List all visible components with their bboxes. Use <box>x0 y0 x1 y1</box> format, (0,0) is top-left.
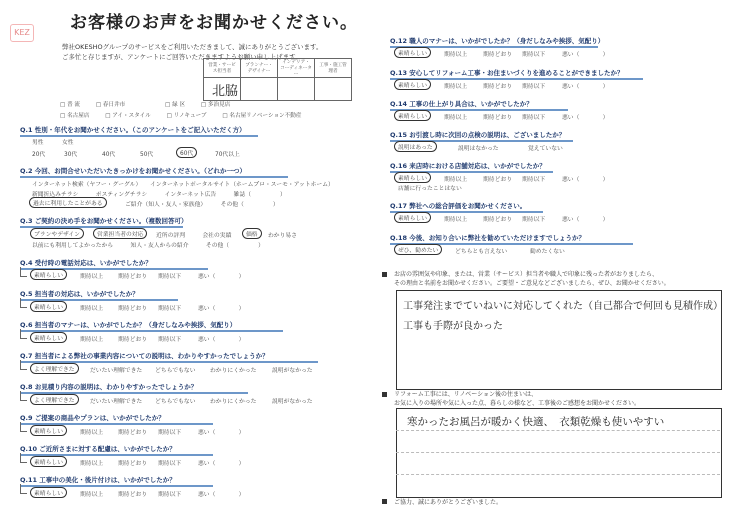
q17-answer-expected[interactable]: 期待どおり <box>483 217 512 223</box>
answer-bracket <box>20 484 27 494</box>
q12-answer-above[interactable]: 期待以上 <box>444 52 468 58</box>
q18-answer-not-recommend[interactable]: 勧めたくない <box>530 249 565 255</box>
section1-prompt-line1: お店の雰囲気や印象、または、営業（サービス）担当者や職人で印象に残った者がおりましたら、 <box>394 271 659 278</box>
q18-label: Q.18 今後、お知り合いに弊社を勧めていただけますでしょうか？ <box>390 233 633 245</box>
area-option[interactable]: □ アイ・スタイル <box>105 113 151 119</box>
q4-answer-excellent-selected[interactable]: 素晴らしい <box>30 269 67 280</box>
q12-answer-below[interactable]: 期待以下 <box>522 52 546 58</box>
answer-bracket <box>20 422 27 432</box>
q1-age-50s[interactable]: 50代 <box>140 152 154 158</box>
q8-answer-fully-selected[interactable]: よく理解できた <box>30 394 79 405</box>
q16-answer-below[interactable]: 期待以下 <box>522 177 546 183</box>
q10-label: Q.10 ご近所さまに対する配慮は、いかがでしたか？ <box>20 444 213 456</box>
area-option[interactable]: □ リノキューブ <box>166 113 207 119</box>
q15-answer-no[interactable]: 説明はなかった <box>458 146 499 152</box>
answer-bracket <box>20 298 27 308</box>
q9-answer-bad[interactable]: 悪い（ ） <box>198 430 245 436</box>
q5-answer-expected[interactable]: 期待どおり <box>118 306 147 312</box>
q2-options-row2[interactable]: 新聞折込みチラシ ポスティングチラシ インターネット広告 雑誌（ ） <box>32 192 286 198</box>
q7-answer-fully-selected[interactable]: よく理解できた <box>30 363 79 374</box>
q17-answer-above[interactable]: 期待以上 <box>444 217 468 223</box>
section1-answer-box[interactable] <box>396 290 722 390</box>
q13-answer-excellent-selected[interactable]: 素晴らしい <box>394 79 431 90</box>
q15-label: Q.15 お引渡し時に次回の点検の説明は、ございましたか？ <box>390 130 573 142</box>
section2-answer-line1: 寒かったお風呂が暖かく快適、 衣類乾燥も使いやすい <box>407 416 665 428</box>
q7-answer-none[interactable]: 説明がなかった <box>272 368 313 374</box>
q8-answer-none[interactable]: 説明がなかった <box>272 399 313 405</box>
section2-prompt-line1: リフォーム工事には、リノベーション後の住まいは、 <box>394 391 537 398</box>
intro-line-1: 弊社OKESHOグループのサービスをご利用いただきまして、誠にありがとうございます。 <box>62 43 323 51</box>
q18-answer-neutral[interactable]: どちらとも言えない <box>455 249 508 255</box>
company-stamp: KEZ <box>10 24 34 42</box>
q16-label: Q.16 来店時における店舗対応は、いかがでしたか？ <box>390 161 553 173</box>
answer-bracket <box>20 453 27 463</box>
answer-bracket <box>20 360 27 370</box>
q11-answer-excellent-selected[interactable]: 素晴らしい <box>30 487 67 498</box>
q17-answer-excellent-selected[interactable]: 素晴らしい <box>394 212 431 223</box>
staff-header-construction: 工事・施工管理者 <box>315 59 352 78</box>
q2-label: Q.2 今回、お問合せいただいたきっかけをお聞かせください。（どれか一つ） <box>20 166 288 178</box>
q5-answer-above[interactable]: 期待以上 <box>80 306 104 312</box>
answer-bracket <box>20 391 27 401</box>
staff-header-sales: 営業・サービス担当者 <box>204 59 241 78</box>
answer-rule-line <box>396 474 720 475</box>
section2-prompt-line2: お気に入りの場所や気に入った点、暮らしの様など、工事後のご感想をお聞かせください。 <box>394 400 641 407</box>
q3-option-plan-selected[interactable]: プランやデザイン <box>30 228 84 239</box>
q17-answer-bad[interactable]: 悪い（ ） <box>562 217 609 223</box>
answer-bracket <box>20 267 27 277</box>
intro-line-2: ご多忙と存じますが、アンケートにご回答いただきますようお願い申し上げます。 <box>62 53 302 61</box>
staff-name-handwritten: 北脇 <box>212 84 239 99</box>
q14-answer-bad[interactable]: 悪い（ ） <box>562 115 609 121</box>
q11-answer-below[interactable]: 期待以下 <box>158 492 182 498</box>
q11-answer-expected[interactable]: 期待どおり <box>118 492 147 498</box>
q11-answer-above[interactable]: 期待以上 <box>80 492 104 498</box>
q5-answer-excellent-selected[interactable]: 素晴らしい <box>30 301 67 312</box>
area-option[interactable]: □ 緑 区 <box>165 102 186 108</box>
q2-option-repeat-selected[interactable]: 過去に利用したことがある <box>29 197 107 208</box>
q3-options-row2[interactable]: 以前にも利用してよかったから 知人・友人からの紹介 その他（ ） <box>32 243 264 249</box>
q9-answer-below[interactable]: 期待以下 <box>158 430 182 436</box>
q4-answer-bad[interactable]: 悪い（ ） <box>198 274 245 280</box>
q7-answer-neutral[interactable]: どちらでもない <box>155 368 196 374</box>
q14-answer-below[interactable]: 期待以下 <box>522 115 546 121</box>
section2-answer-box[interactable] <box>396 408 722 498</box>
area-option[interactable]: □ 名古屋店 <box>60 113 90 119</box>
q12-answer-expected[interactable]: 期待どおり <box>483 52 512 58</box>
q3-option-reputation[interactable]: 近所の評判 会社の実績 <box>156 233 232 239</box>
area-option[interactable]: □ 春日井市 <box>95 102 126 108</box>
q13-answer-below[interactable]: 期待以下 <box>522 84 546 90</box>
q2-options-row3[interactable]: ご紹介（知人・友人・家族他） その他（ ） <box>125 202 279 208</box>
q10-answer-below[interactable]: 期待以下 <box>158 461 182 467</box>
section-bullet <box>382 392 387 397</box>
q4-answer-expected[interactable]: 期待どおり <box>118 274 147 280</box>
q3-label: Q.3 ご契約の決め手をお聞かせください。（複数回答可） <box>20 216 183 228</box>
q11-answer-bad[interactable]: 悪い（ ） <box>198 492 245 498</box>
section1-answer-line1: 工事発注までていねいに対応してくれた（自己都合で何回も見積作成） <box>403 301 723 312</box>
q1-age-40s[interactable]: 40代 <box>102 152 116 158</box>
q14-answer-above[interactable]: 期待以上 <box>444 115 468 121</box>
q1-gender-female[interactable]: 女性 <box>62 140 74 146</box>
q6-answer-excellent-selected[interactable]: 素晴らしい <box>30 332 67 343</box>
q13-answer-bad[interactable]: 悪い（ ） <box>562 84 609 90</box>
q1-age-70s[interactable]: 70代以上 <box>215 152 240 158</box>
q10-answer-bad[interactable]: 悪い（ ） <box>198 461 245 467</box>
q13-answer-above[interactable]: 期待以上 <box>444 84 468 90</box>
q10-answer-excellent-selected[interactable]: 素晴らしい <box>30 456 67 467</box>
section1-answer-line2: 工事も手際が良かった <box>403 321 503 332</box>
area-option[interactable]: □ 多治見店 <box>200 102 231 108</box>
q6-answer-bad[interactable]: 悪い（ ） <box>198 337 245 343</box>
q17-answer-below[interactable]: 期待以下 <box>522 217 546 223</box>
q6-label: Q.6 担当者のマナーは、いかがでしたか？（身だしなみや挨拶、気配り） <box>20 320 283 332</box>
q13-answer-expected[interactable]: 期待どおり <box>483 84 512 90</box>
q1-label: Q.1 性別・年代をお聞かせください。（このアンケートをご記入いただく方） <box>20 125 258 137</box>
q8-answer-neutral[interactable]: どちらでもない <box>155 399 196 405</box>
q6-answer-above[interactable]: 期待以上 <box>80 337 104 343</box>
thanks-note: ご協力、誠にありがとうございました。 <box>394 499 503 506</box>
q6-answer-below[interactable]: 期待以下 <box>158 337 182 343</box>
q9-answer-expected[interactable]: 期待どおり <box>118 430 147 436</box>
q12-answer-excellent-selected[interactable]: 素晴らしい <box>394 47 431 58</box>
answer-rule-line <box>396 452 720 453</box>
q16-answer-excellent-selected[interactable]: 素晴らしい <box>394 172 431 183</box>
q7-answer-mostly[interactable]: だいたい理解できた <box>90 368 143 374</box>
service-areas <box>60 100 315 119</box>
q12-answer-bad[interactable]: 悪い（ ） <box>562 52 609 58</box>
q17-label: Q.17 弊社への総合評価をお聞かせください。 <box>390 201 543 213</box>
q5-label: Q.5 担当者の対応は、いかがでしたか？ <box>20 289 178 301</box>
q9-answer-excellent-selected[interactable]: 素晴らしい <box>30 425 67 436</box>
q15-answer-unknown[interactable]: 覚えていない <box>528 146 563 152</box>
q16-answer-never-visited[interactable]: 店舗に行ったことはない <box>398 186 462 192</box>
q4-answer-above[interactable]: 期待以上 <box>80 274 104 280</box>
q3-option-sales-selected[interactable]: 営業担当者の対応 <box>93 228 147 239</box>
q4-label: Q.4 受付時の電話対応は、いかがでしたか？ <box>20 258 208 270</box>
q11-label: Q.11 工事中の美化・後片付けは、いかがでしたか？ <box>20 475 213 487</box>
q3-option-clarity[interactable]: わかり易さ <box>268 233 297 239</box>
q8-answer-unclear[interactable]: わかりにくかった <box>210 399 257 405</box>
q13-label: Q.13 安心してリフォーム工事・お住まいづくりを進めることができましたか？ <box>390 68 643 80</box>
q4-answer-below[interactable]: 期待以下 <box>158 274 182 280</box>
q9-label: Q.9 ご提案の商品やプランは、いかがでしたか？ <box>20 413 213 425</box>
q10-answer-expected[interactable]: 期待どおり <box>118 461 147 467</box>
q14-label: Q.14 工事の仕上がり具合は、いかがでしたか？ <box>390 99 568 111</box>
q10-answer-above[interactable]: 期待以上 <box>80 461 104 467</box>
q5-answer-bad[interactable]: 悪い（ ） <box>198 306 245 312</box>
q15-answer-yes-selected[interactable]: 説明はあった <box>394 141 437 152</box>
q7-label: Q.7 担当者による弊社の事業内容についての説明は、わかりやすかったでしょうか？ <box>20 351 318 363</box>
section-bullet <box>382 272 387 277</box>
q12-label: Q.12 職人のマナーは、いかがでしたか？（身だしなみや挨拶、気配り） <box>390 36 598 48</box>
area-option[interactable]: □ 名古屋リノベーション不動産 <box>222 113 302 119</box>
q8-label: Q.8 お見積り内容の説明は、わかりやすかったでしょうか？ <box>20 382 248 394</box>
q18-answer-recommend-selected[interactable]: ぜひ、勧めたい <box>394 244 442 255</box>
q1-gender-male[interactable]: 男性 <box>32 140 44 146</box>
staff-header-interior: インテリア・コーディネーター <box>278 59 315 78</box>
staff-header-planner: プランナー・デザイナー <box>241 59 278 78</box>
q16-answer-expected[interactable]: 期待どおり <box>483 177 512 183</box>
q16-answer-above[interactable]: 期待以上 <box>444 177 468 183</box>
q1-age-30s[interactable]: 30代 <box>64 152 78 158</box>
q14-answer-expected[interactable]: 期待どおり <box>483 115 512 121</box>
q9-answer-above[interactable]: 期待以上 <box>80 430 104 436</box>
q1-age-60s-selected[interactable]: 60代 <box>176 147 197 158</box>
q5-answer-below[interactable]: 期待以下 <box>158 306 182 312</box>
section1-prompt-line2: その理由と名前をお聞かせください。ご要望・ご意見などございましたら、ぜひ、お聞かせください。 <box>394 280 670 287</box>
q8-answer-mostly[interactable]: だいたい理解できた <box>90 399 143 405</box>
q6-answer-expected[interactable]: 期待どおり <box>118 337 147 343</box>
answer-bracket <box>20 329 27 339</box>
q7-answer-unclear[interactable]: わかりにくかった <box>210 368 257 374</box>
page-title: お客様のお声をお聞かせください。 <box>70 13 358 33</box>
section-bullet <box>382 499 387 504</box>
q16-answer-bad[interactable]: 悪い（ ） <box>562 177 609 183</box>
q2-options-row1[interactable]: インターネット検索（ヤフー・グーグル） インターネットポータルサイト（ホームプロ・スーモ・アットホーム） <box>32 182 334 188</box>
q14-answer-excellent-selected[interactable]: 素晴らしい <box>394 110 431 121</box>
answer-rule-line <box>396 430 720 431</box>
q1-age-20s[interactable]: 20代 <box>32 152 46 158</box>
q3-option-price-selected[interactable]: 価格 <box>242 228 262 239</box>
area-option[interactable]: □ 普 流 <box>60 102 81 108</box>
